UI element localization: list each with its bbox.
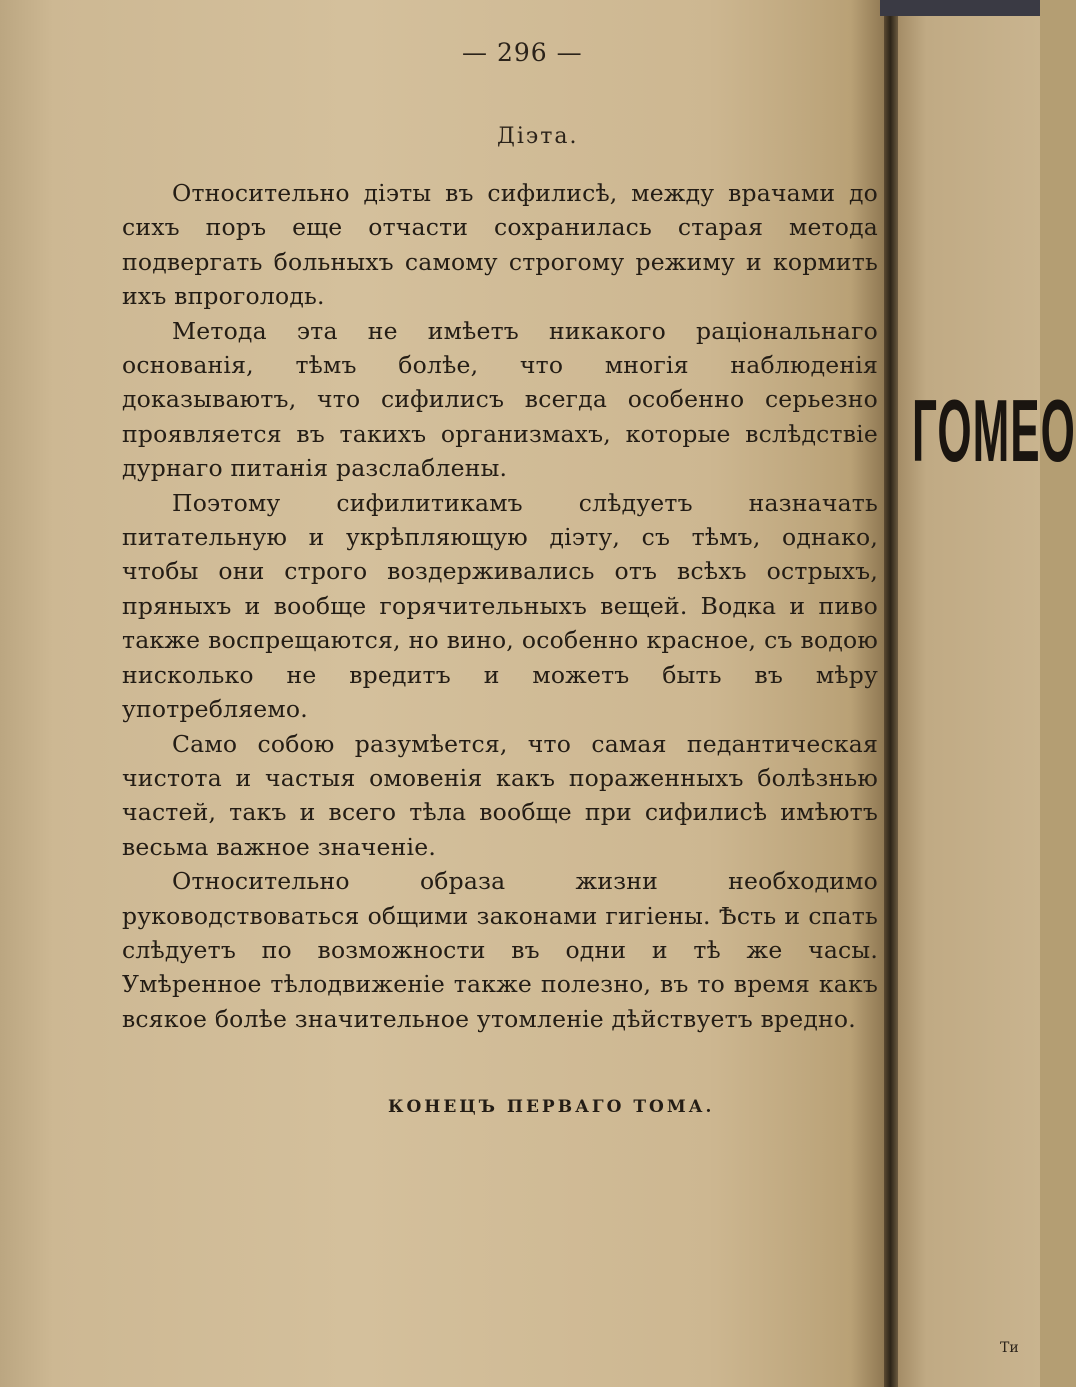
book-spine: [884, 0, 898, 1387]
paragraph: Относительно образа жизни необходимо руководствоваться общими законами гигіены. Ѣсть и спать слѣдуетъ по возможности въ одни и тѣ же часы. Умѣренное тѣлодвиженіе также полезно, въ то время какъ всякое болѣе значительное утомленіе дѣйствуетъ вредно.: [122, 867, 878, 1033]
background-edge: [880, 0, 1040, 16]
paragraph: Метода эта не имѣетъ никакого раціональнаго основанія, тѣмъ болѣе, что многія наблюденія доказываютъ, что сифилисъ всегда особенно серьезно проявляется въ такихъ организмахъ, которые вслѣдствіе дурнаго питанія разслаблены.: [122, 316, 878, 483]
right-page: [898, 0, 1040, 1387]
right-page-title: ГОМЕО: [912, 381, 1076, 480]
right-page-footer: Ти: [1000, 1340, 1019, 1356]
paragraph: Относительно діэты въ сифилисѣ, между врачами до сихъ поръ еще отчасти сохранилась старая метода подвергать больныхъ самому строгому режиму и кормить ихъ впроголодь.: [122, 179, 878, 311]
body-text: [122, 176, 878, 1036]
paragraph: Поэтому сифилитикамъ слѣдуетъ назначать питательную и укрѣпляющую діэту, съ тѣмъ, однако, чтобы они строго воздерживались отъ всѣхъ острыхъ, пряныхъ и вообще горячительныхъ вещей. Водка и пиво также воспрещаются, но вино, особенно красное, съ водою нисколько не вредитъ и можетъ быть въ мѣру употребляемо.: [122, 488, 878, 724]
section-heading: Діэта.: [497, 124, 579, 149]
page-number: — 296 —: [462, 38, 583, 67]
paragraph: Само собою разумѣется, что самая педантическая чистота и частыя омовенія какъ пораженныхъ болѣзнью частей, такъ и всего тѣла вообще при сифилисѣ имѣютъ весьма важное значеніе.: [122, 729, 878, 861]
volume-end-note: КОНЕЦЪ ПЕРВАГО ТОМА.: [388, 1097, 715, 1117]
